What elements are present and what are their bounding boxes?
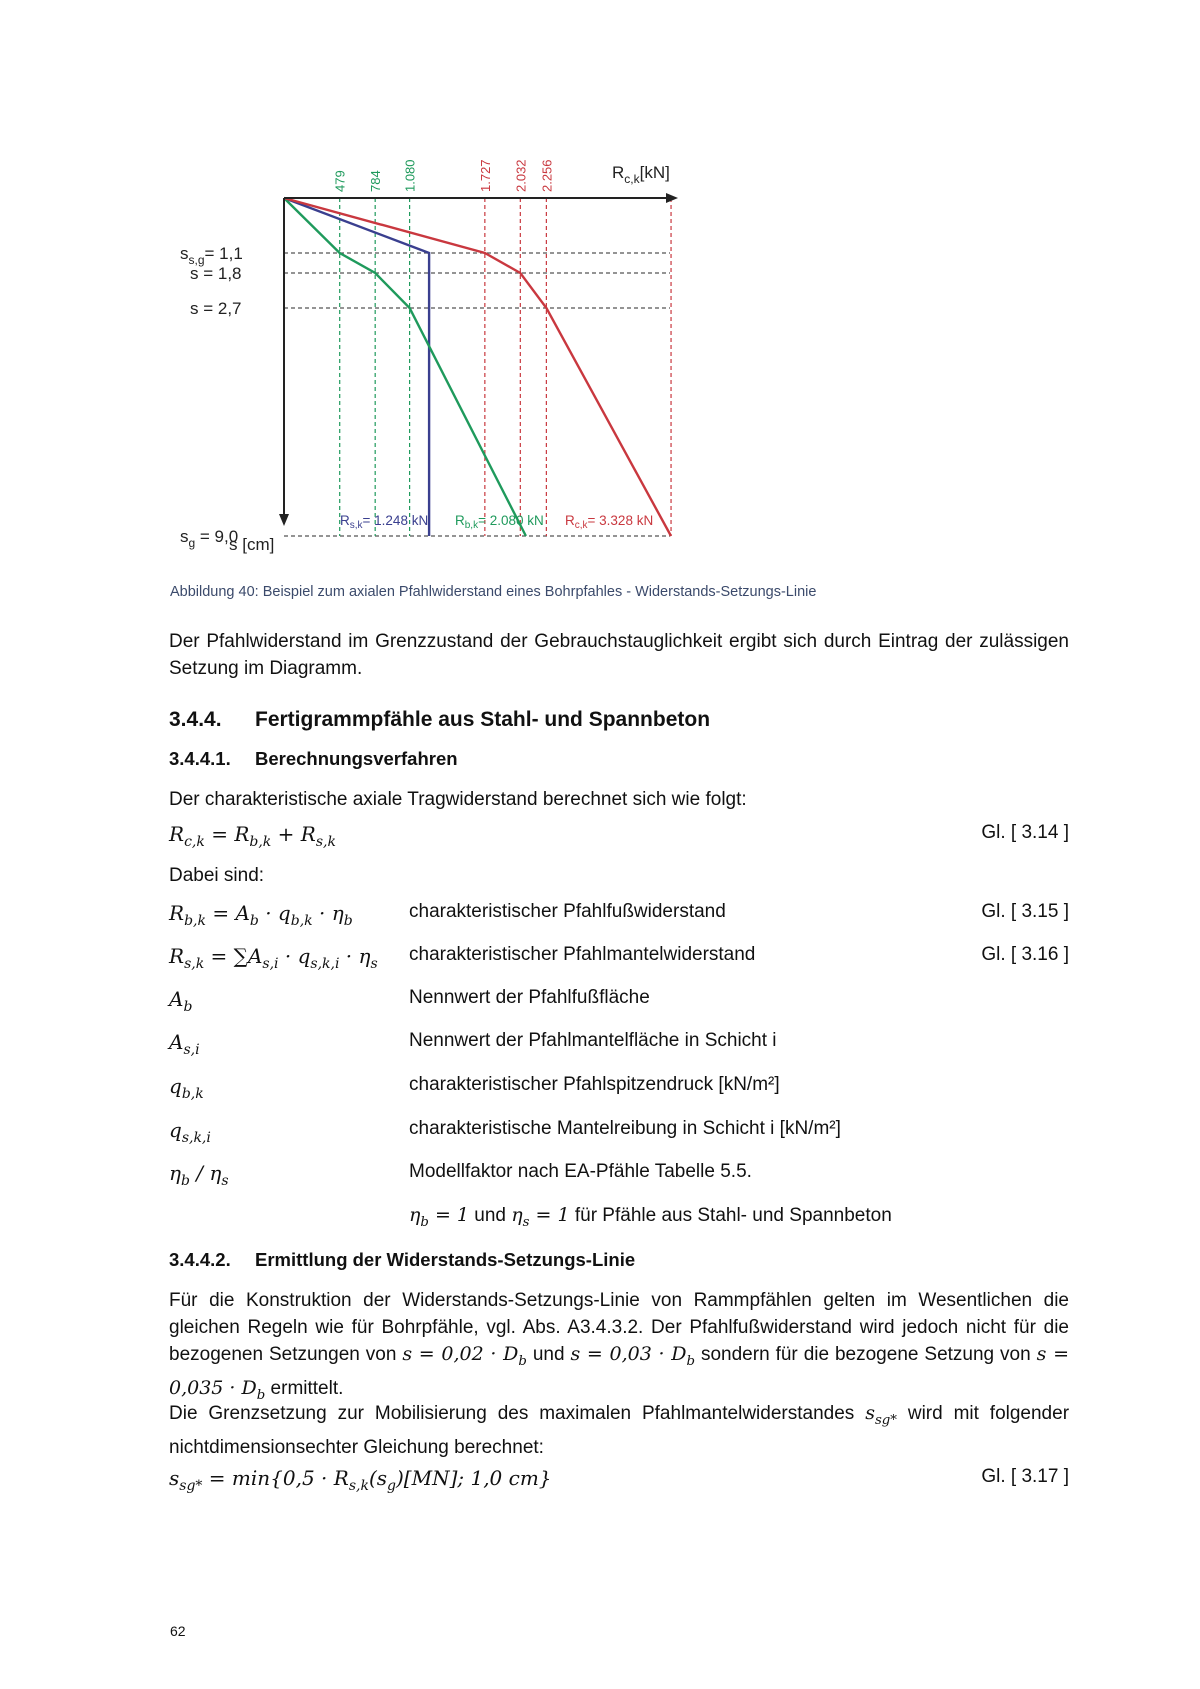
- settlement-label: s = 2,7: [190, 299, 242, 318]
- symbol: $q_{s,k,i}$: [169, 1118, 211, 1146]
- intro-text: Der charakteristische axiale Tragwiderstand berechnet sich wie folgt:: [169, 789, 747, 810]
- figure-curves: [284, 198, 671, 536]
- figure-labels: [180, 159, 670, 554]
- top-value-label: 784: [368, 170, 384, 192]
- top-value-label: 479: [332, 170, 348, 192]
- x-axis-label: $R_{c,k}[kN]$: [612, 163, 670, 186]
- heading-text: Ermittlung der Widerstands-Setzungs-Linie: [255, 1249, 636, 1270]
- equation-3-17: [169, 1466, 1069, 1496]
- heading-number: 3.4.4.1.: [169, 748, 231, 769]
- paragraph-serviceability: Der Pfahlwiderstand im Grenzzustand der Gebrauchstauglichkeit ergibt sich durch Eintrag der zulässigen Setzung im Diagramm.: [169, 631, 1069, 679]
- definition-text: charakteristischer Pfahlspitzendruck [kN/m²]: [409, 1074, 780, 1095]
- definition-Asi: [169, 1030, 1069, 1060]
- figure-caption: Abbildung 40: Beispiel zum axialen Pfahlwiderstand eines Bohrpfahles - Widerstands-Setzungs-Linie: [170, 584, 817, 600]
- definition-text: Nennwert der Pfahlfußfläche: [409, 987, 650, 1008]
- equation-reference: Gl. [ 3.14 ]: [981, 822, 1069, 843]
- heading-number: 3.4.4.: [169, 708, 222, 731]
- equation-description: charakteristischer Pfahlfußwiderstand: [409, 901, 726, 922]
- top-value-label: 2.256: [539, 159, 555, 192]
- definition-qbk: [169, 1074, 1069, 1104]
- y-axis-arrow: [279, 514, 289, 526]
- top-value-label: 1.727: [477, 159, 493, 192]
- heading-3-4-4: [169, 708, 710, 732]
- y-axis-label: s [cm]: [229, 535, 275, 554]
- definition-qski: [169, 1118, 1069, 1148]
- paragraph-construction: Für die Konstruktion der Widerstands-Setzungs-Linie von Rammpfählen gelten im Wesentlichen die gleichen Regeln wie für Bohrpfähle, vgl. Abs. A3.4.3.2. Der Pfahlfußwiderstand wird jedoch nicht für die bezogenen Setzungen von $s = 0,02 \cdot D_b$ und $s = 0,03 \cdot D_b$ sondern für die bezogene Setzung von $s = 0,035 \cdot D_b$ ermittelt.: [169, 1290, 1069, 1403]
- symbol: $A_b$: [169, 987, 193, 1015]
- definition-text: Nennwert der Pfahlmantelfläche in Schicht i: [409, 1030, 777, 1051]
- heading-text: Berechnungsverfahren: [255, 748, 458, 769]
- heading-number: 3.4.4.2.: [169, 1249, 231, 1270]
- resistance-settlement-figure: [180, 140, 700, 570]
- paragraph-limit-settlement: Die Grenzsetzung zur Mobilisierung des maximalen Pfahlmantelwiderstandes $s_{sg*}$ wird mit folgender nichtdimensionsechter Gleichung berechnet:: [169, 1402, 1070, 1458]
- equation-3-14: [169, 822, 1069, 852]
- top-value-label: 2.032: [513, 159, 529, 192]
- equation-3-15: [169, 901, 1069, 931]
- resistance-value-label: $R_{s,k}= 1.248$ kN: [340, 513, 429, 531]
- heading-3-4-4-2: [169, 1249, 635, 1271]
- settlement-label: $s_{s,g}= 1,1$: [180, 244, 243, 267]
- definition-text: Modellfaktor nach EA-Pfähle Tabelle 5.5.: [409, 1161, 752, 1182]
- figure-guide-lines: [284, 198, 671, 536]
- heading-text: Fertigrammpfähle aus Stahl- und Spannbeton: [255, 708, 711, 731]
- eta-values: $\eta_b = 1$ und $\eta_s = 1$ für Pfähle aus Stahl- und Spannbeton: [409, 1204, 892, 1230]
- equation-reference: Gl. [ 3.17 ]: [981, 1466, 1069, 1487]
- symbol: $q_{b,k}$: [169, 1074, 204, 1102]
- dabei-text: Dabei sind:: [169, 865, 265, 886]
- equation-description: charakteristischer Pfahlmantelwiderstand: [409, 944, 756, 965]
- eta-values-line: [169, 1204, 1069, 1234]
- top-value-label: 1.080: [402, 159, 418, 192]
- x-axis-arrow: [666, 193, 678, 203]
- settlement-label: $s_g = 9,0$: [180, 527, 239, 550]
- shaft-resistance-curve: [284, 198, 429, 536]
- page-number: 62: [170, 1623, 186, 1639]
- total-resistance-curve: [284, 198, 671, 536]
- equation-formula: $s_{sg*} = \min\{0,5 \cdot R_{s,k}(s_g)[MN]$; 1,0 cm}: [169, 1466, 552, 1494]
- resistance-value-label: $R_{c,k}= 3.328$ kN: [565, 513, 654, 531]
- figure-axes: [279, 193, 678, 526]
- symbol: $A_{s,i}$: [169, 1030, 200, 1058]
- definition-Ab: [169, 987, 1069, 1017]
- equation-formula: $R_{s,k} = \sum A_{s,i} \cdot q_{s,k,i} \cdot \eta_s$: [169, 944, 378, 972]
- equation-3-16: [169, 944, 1069, 974]
- definition-text: charakteristische Mantelreibung in Schicht i [kN/m²]: [409, 1118, 841, 1139]
- resistance-value-label: $R_{b,k}= 2.080$ kN: [455, 513, 544, 531]
- equation-formula: $R_{b,k} = A_b \cdot q_{b,k} \cdot \eta_b$: [169, 901, 353, 929]
- base-resistance-curve: [284, 198, 526, 536]
- equation-reference: Gl. [ 3.15 ]: [981, 901, 1069, 922]
- settlement-label: s = 1,8: [190, 264, 242, 283]
- heading-3-4-4-1: [169, 748, 458, 770]
- equation-formula: $R_{c,k} = R_{b,k} + R_{s,k}$: [169, 822, 336, 850]
- equation-reference: Gl. [ 3.16 ]: [981, 944, 1069, 965]
- symbol: $\eta_b / \eta_s$: [169, 1161, 229, 1189]
- definition-eta: [169, 1161, 1069, 1191]
